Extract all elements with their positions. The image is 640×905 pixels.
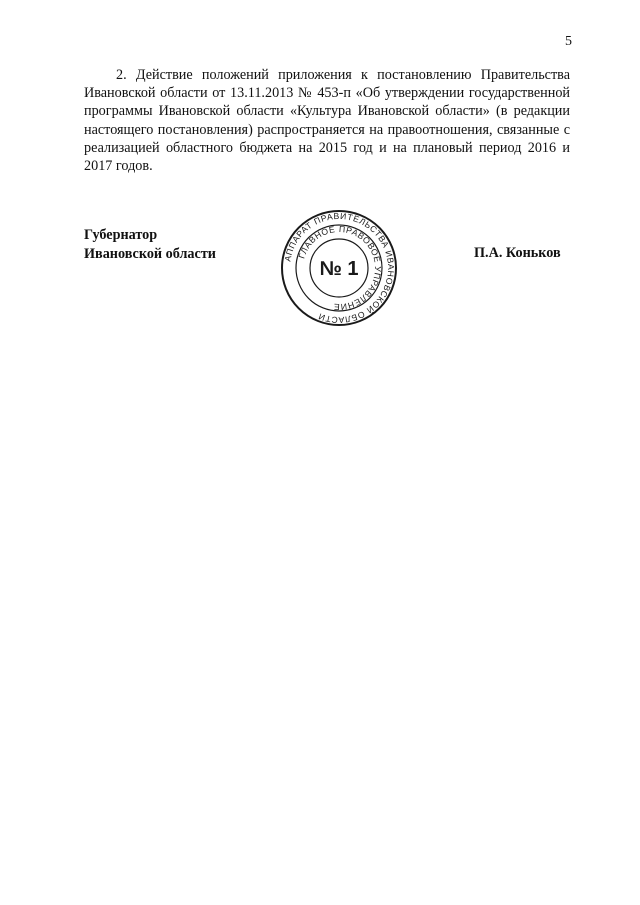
page-number: 5 [565,34,572,49]
seal-graphic [280,209,398,327]
signer-title-line-1: Губернатор [84,227,158,243]
seal-inner-textpath: ГЛАВНОЕ ПРАВОВОЕ УПРАВЛЕНИЕ [296,223,384,313]
signer-name: П.А. Коньков [474,245,561,261]
seal-number: № 1 [319,258,359,280]
body-paragraph: 2. Действие положений приложения к постановлению Правительства Ивановской области от 13.11.2013 № 453-п «Об утверждении государственной программы Ивановской области «Культура Ивановской области» (в редакции настоящего постановления) распространяется на правоотношения, связанные с реализацией областного бюджета на 2015 год и на плановый период 2016 и 2017 годов. [84,67,570,175]
seal-outer-textpath: АППАРАТ ПРАВИТЕЛЬСТВА ИВАНОВСКОЙ ОБЛАСТИ [282,210,397,326]
signer-title-line-2: Ивановской области [84,245,216,262]
signer-title [84,226,216,263]
official-seal-stamp [280,209,398,327]
